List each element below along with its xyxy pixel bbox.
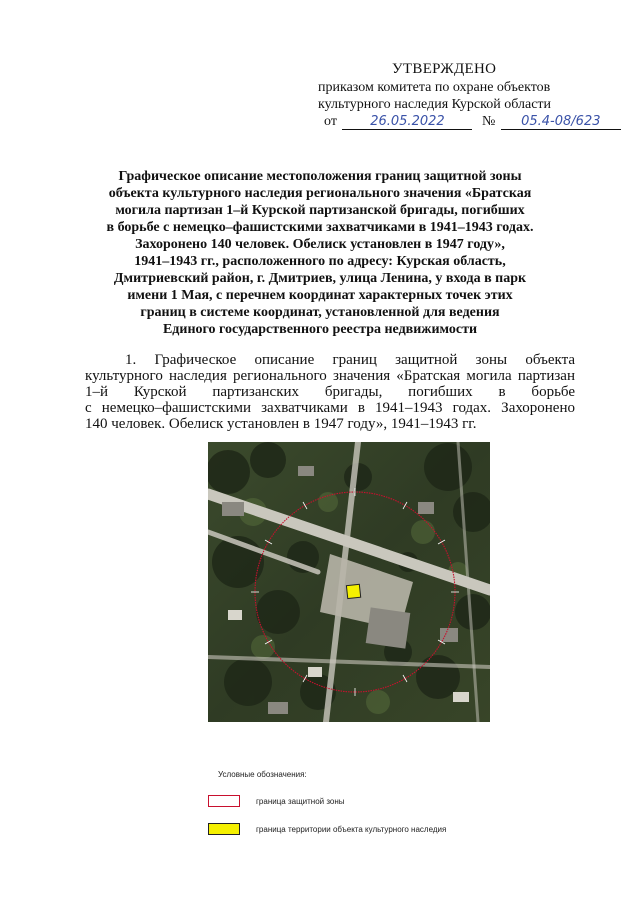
paragraph-line: культурного наследия регионального значения «Братская могила партизан xyxy=(85,368,575,384)
heading-line: границ в системе координат, установленной для ведения xyxy=(140,305,500,320)
paragraph-line: 1. Графическое описание границ защитной зоны объекта xyxy=(125,352,575,368)
legend-title: Условные обозначения: xyxy=(218,770,307,779)
date-prefix: от xyxy=(324,114,337,129)
zone-boundary-swatch xyxy=(208,795,240,807)
approval-block xyxy=(0,0,640,140)
legend-zone-label: граница защитной зоны xyxy=(256,796,345,806)
object-territory-swatch xyxy=(208,823,240,835)
object-territory-marker xyxy=(346,584,360,598)
approval-title: УТВЕРЖДЕНО xyxy=(392,61,497,77)
satellite-map xyxy=(208,442,490,722)
order-row xyxy=(324,114,621,130)
heading-line: Захоронено 140 человек. Обелиск установлен в 1947 году», xyxy=(135,237,505,252)
approval-line-1: приказом комитета по охране объектов xyxy=(318,80,551,95)
legend-item-object xyxy=(208,822,446,836)
approval-line-2: культурного наследия Курской области xyxy=(318,97,552,112)
section-1-paragraph xyxy=(85,352,575,432)
heading-line: Графическое описание местоположения границ защитной зоны xyxy=(118,169,522,184)
legend-item-zone xyxy=(208,794,345,808)
heading-line: Единого государственного реестра недвижимости xyxy=(162,322,478,337)
heading-line: 1941–1943 гг., расположенного по адресу: Курская область, xyxy=(134,254,506,269)
legend-object-label: граница территории объекта культурного наследия xyxy=(256,824,447,834)
order-date: 26.05.2022 xyxy=(342,114,472,130)
paragraph-line: 140 человек. Обелиск установлен в 1947 году», 1941–1943 гг. xyxy=(85,416,477,432)
heading-line: в борьбе с немецко–фашистскими захватчиками в 1941–1943 годах. xyxy=(106,220,534,235)
number-prefix: № xyxy=(481,114,496,129)
heading-line: Дмитриевский район, г. Дмитриев, улица Ленина, у входа в парк xyxy=(113,271,527,286)
map-image xyxy=(208,442,490,722)
paragraph-line: с немецко–фашистскими захватчиками в 1941–1943 годах. Захоронено xyxy=(85,400,575,416)
heading-line: объекта культурного наследия регионального значения «Братская xyxy=(108,186,532,201)
heading-line: могила партизан 1–й Курской партизанской бригады, погибших xyxy=(115,203,525,218)
paragraph-line: 1–й Курской партизанских бригады, погибших в борьбе xyxy=(85,384,575,400)
order-number: 05.4-08/623 xyxy=(501,114,621,130)
document-heading xyxy=(80,168,560,338)
heading-line: имени 1 Мая, с перечнем координат характерных точек этих xyxy=(127,288,513,303)
